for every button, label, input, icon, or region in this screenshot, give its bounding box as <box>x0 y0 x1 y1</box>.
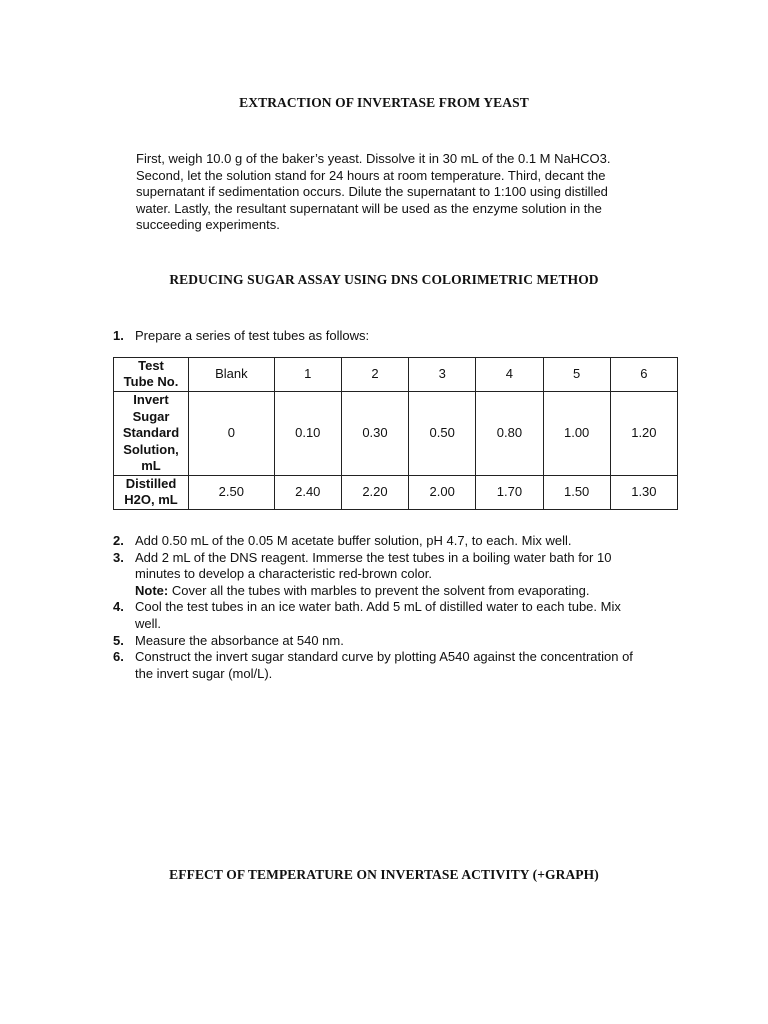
table-cell: 2.40 <box>274 475 341 509</box>
table-cell: 0.10 <box>274 391 341 475</box>
row-header: Distilled H2O, mL <box>114 475 189 509</box>
step-6 <box>113 649 673 682</box>
step-number: 1. <box>113 328 124 343</box>
procedure-steps <box>113 533 673 682</box>
table-cell: 2 <box>341 358 408 392</box>
step-text: the invert sugar (mol/L). <box>135 665 273 681</box>
table-cell: 0.30 <box>341 391 408 475</box>
step-number: 4. <box>113 599 124 615</box>
table-cell: 4 <box>476 358 543 392</box>
table-row-invert-sugar <box>114 391 678 475</box>
table-cell: 2.00 <box>409 475 476 509</box>
table-cell: 1 <box>274 358 341 392</box>
table-cell: 3 <box>409 358 476 392</box>
table-cell: 2.20 <box>341 475 408 509</box>
paragraph-line: succeeding experiments. <box>136 217 280 233</box>
row-header: Invert Sugar Standard Solution, mL <box>114 391 189 475</box>
step-text: Add 2 mL of the DNS reagent. Immerse the test tubes in a boiling water bath for 10 <box>135 549 612 565</box>
step-text: minutes to develop a characteristic red-brown color. <box>135 566 432 582</box>
paragraph-line: supernatant if sedimentation occurs. Dilute the supernatant to 1:100 using distilled <box>136 184 608 200</box>
section-title-dns-assay: REDUCING SUGAR ASSAY USING DNS COLORIMETRIC METHOD <box>169 272 599 287</box>
test-tube-table <box>113 357 678 510</box>
step-2 <box>113 533 673 550</box>
step-number: 3. <box>113 549 124 565</box>
note-text: Cover all the tubes with marbles to prevent the solvent from evaporating. <box>168 582 590 598</box>
table-cell: 1.00 <box>543 391 610 475</box>
table-cell: 2.50 <box>189 475 275 509</box>
table-cell: 1.50 <box>543 475 610 509</box>
table-cell: 5 <box>543 358 610 392</box>
step-number: 6. <box>113 649 124 665</box>
paragraph-line: water. Lastly, the resultant supernatant will be used as the enzyme solution in the <box>136 200 602 216</box>
table-cell: 0 <box>189 391 275 475</box>
section-title-temperature-effect: EFFECT OF TEMPERATURE ON INVERTASE ACTIVITY (+GRAPH) <box>169 867 599 882</box>
table-row-tube-no <box>114 358 678 392</box>
table-cell: 0.50 <box>409 391 476 475</box>
paragraph-line: First, weigh 10.0 g of the baker’s yeast. Dissolve it in 30 mL of the 0.1 M NaHCO3. <box>136 151 611 166</box>
table-cell: 0.80 <box>476 391 543 475</box>
step-text: Cool the test tubes in an ice water bath. Add 5 mL of distilled water to each tube. Mix <box>135 599 621 615</box>
step-5 <box>113 633 673 650</box>
table-cell: 1.70 <box>476 475 543 509</box>
row-header: Test Tube No. <box>114 358 189 392</box>
step-text: Measure the absorbance at 540 nm. <box>135 632 344 648</box>
step-3 <box>113 550 673 600</box>
step-note <box>135 583 673 600</box>
table-cell: 1.30 <box>610 475 677 509</box>
step-text: Construct the invert sugar standard curve by plotting A540 against the concentration of <box>135 649 633 665</box>
note-label: Note: <box>135 582 169 598</box>
table-cell: 1.20 <box>610 391 677 475</box>
table-cell: 6 <box>610 358 677 392</box>
step-text: Prepare a series of test tubes as follows: <box>135 328 370 343</box>
step-text: well. <box>135 615 162 631</box>
step-number: 2. <box>113 533 124 548</box>
table-row-distilled-water <box>114 475 678 509</box>
step-4 <box>113 599 673 632</box>
table-cell: Blank <box>189 358 275 392</box>
section-title-extraction: EXTRACTION OF INVERTASE FROM YEAST <box>239 95 529 110</box>
step-text: Add 0.50 mL of the 0.05 M acetate buffer solution, pH 4.7, to each. Mix well. <box>135 533 572 548</box>
extraction-paragraph <box>136 151 656 234</box>
step-1 <box>113 328 369 343</box>
step-number: 5. <box>113 632 124 648</box>
paragraph-line: Second, let the solution stand for 24 hours at room temperature. Third, decant the <box>136 167 606 183</box>
